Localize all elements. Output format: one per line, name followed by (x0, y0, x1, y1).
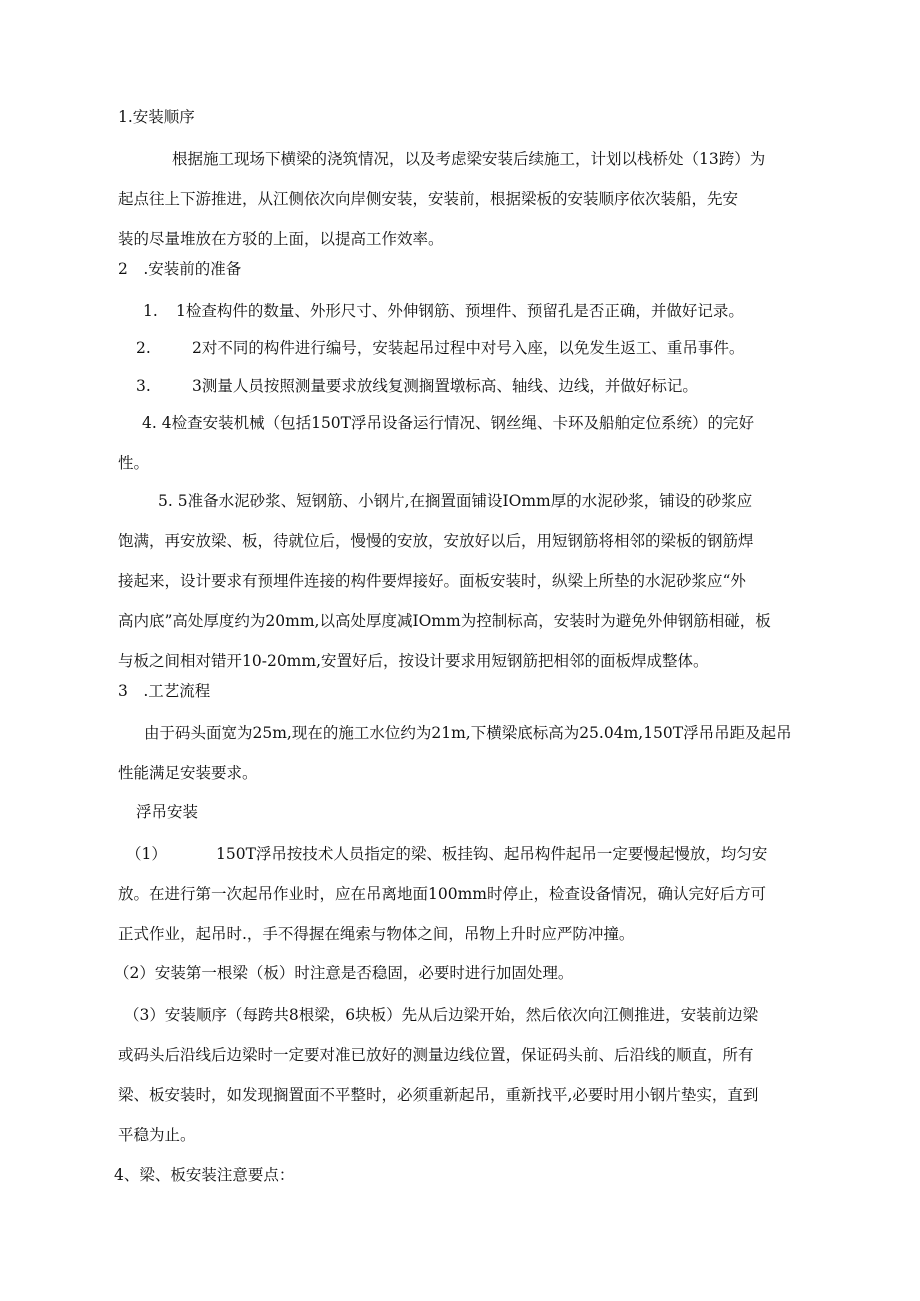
paragraph-line: 放。在进行第一次起吊作业时，应在吊离地面100mm时停止，检查设备情况，确认完好后方可 (118, 885, 766, 903)
list-item-5 (118, 481, 771, 681)
floating-crane-item-2: （2）安装第一根梁（板）时注意是否稳固，必要时进行加固处理。 (114, 964, 574, 982)
paragraph-line: 起点往上下游推进，从江侧依次向岸侧安装，安装前，根据梁板的安装顺序依次装船，先安 (118, 190, 739, 208)
section-heading-2: 2 .安装前的准备 (118, 260, 242, 278)
paragraph-line: 高内底”高处厚度约为20mm,以高处厚度减IOmm为控制标高，安装时为避免外伸钢筋相碰，板 (118, 612, 771, 630)
paragraph-line: 饱满，再安放梁、板，待就位后，慢慢的安放，安放好以后，用短钢筋将相邻的梁板的钢筋焊 (118, 532, 754, 550)
list-item-4 (118, 403, 754, 483)
paragraph-line: 平稳为止。 (118, 1126, 196, 1144)
paragraph-line: 4. 4检查安装机械（包括150T浮吊设备运行情况、钢丝绳、卡环及船舶定位系统）的完好 (142, 414, 755, 432)
paragraph-install-order (118, 139, 765, 259)
floating-crane-item-1 (118, 834, 767, 954)
paragraph-line: 根据施工现场下横梁的浇筑情况，以及考虑梁安装后续施工，计划以栈桥处（13跨）为 (172, 150, 766, 168)
paragraph-process (118, 713, 792, 793)
floating-crane-item-3 (118, 995, 758, 1155)
paragraph-line: 接起来，设计要求有预埋件连接的构件要焊接好。面板安装时，纵梁上所垫的水泥砂浆应“外 (118, 572, 746, 590)
subheading-floating-crane: 浮吊安装 (136, 803, 199, 821)
paragraph-line: 正式作业，起吊时.，手不得握在绳索与物体之间，吊物上升时应严防冲撞。 (118, 925, 635, 943)
paragraph-line: （3）安装顺序（每跨共8根梁，6块板）先从后边梁开始，然后依次向江侧推进，安装前边梁 (124, 1006, 759, 1024)
section-heading-4: 4、梁、板安装注意要点： (114, 1166, 295, 1184)
list-number: 2. (136, 339, 151, 357)
list-text: 2对不同的构件进行编号，安装起吊过程中对号入座，以免发生返工、重吊事件。 (192, 339, 745, 357)
list-text: 3测量人员按照测量要求放线复测搁置墩标高、轴线、边线，并做好标记。 (192, 377, 698, 395)
paragraph-line: 性。 (118, 454, 150, 472)
list-item-3 (136, 366, 698, 406)
paragraph-line: 或码头后沿线后边梁时一定要对准已放好的测量边线位置，保证码头前、后沿线的顺直，所有 (118, 1046, 754, 1064)
paragraph-line: 性能满足安装要求。 (118, 764, 258, 782)
paragraph-line: 梁、板安装时，如发现搁置面不平整时，必须重新起吊，重新找平,必要时用小钢片垫实，直到 (118, 1086, 759, 1104)
paragraph-line (118, 834, 767, 874)
paragraph-line: 5. 5准备水泥砂浆、短钢筋、小钢片,在搁置面铺设IOmm厚的水泥砂浆，铺设的砂浆应 (158, 492, 753, 510)
list-text: 150T浮吊按技术人员指定的梁、板挂钩、起吊构件起吊一定要慢起慢放，均匀安 (216, 845, 768, 863)
paragraph-line: 与板之间相对错开10-20mm,安置好后，按设计要求用短钢筋把相邻的面板焊成整体。 (118, 652, 709, 670)
section-heading-1: 1.安装顺序 (118, 108, 195, 126)
list-number: 1. (143, 302, 158, 320)
paragraph-line: 由于码头面宽为25m,现在的施工水位约为21m,下横梁底标高为25.04m,150T浮吊吊距及起吊 (144, 724, 792, 742)
paragraph-line: 装的尽量堆放在方驳的上面，以提高工作效率。 (118, 230, 444, 248)
list-number: （1） (126, 845, 167, 863)
section-heading-3: 3 .工艺流程 (118, 682, 211, 700)
list-item-2 (136, 328, 744, 368)
list-text: 1检查构件的数量、外形尺寸、外伸钢筋、预埋件、预留孔是否正确，并做好记录。 (176, 302, 744, 320)
list-item-1 (143, 291, 744, 331)
list-number: 3. (136, 377, 151, 395)
